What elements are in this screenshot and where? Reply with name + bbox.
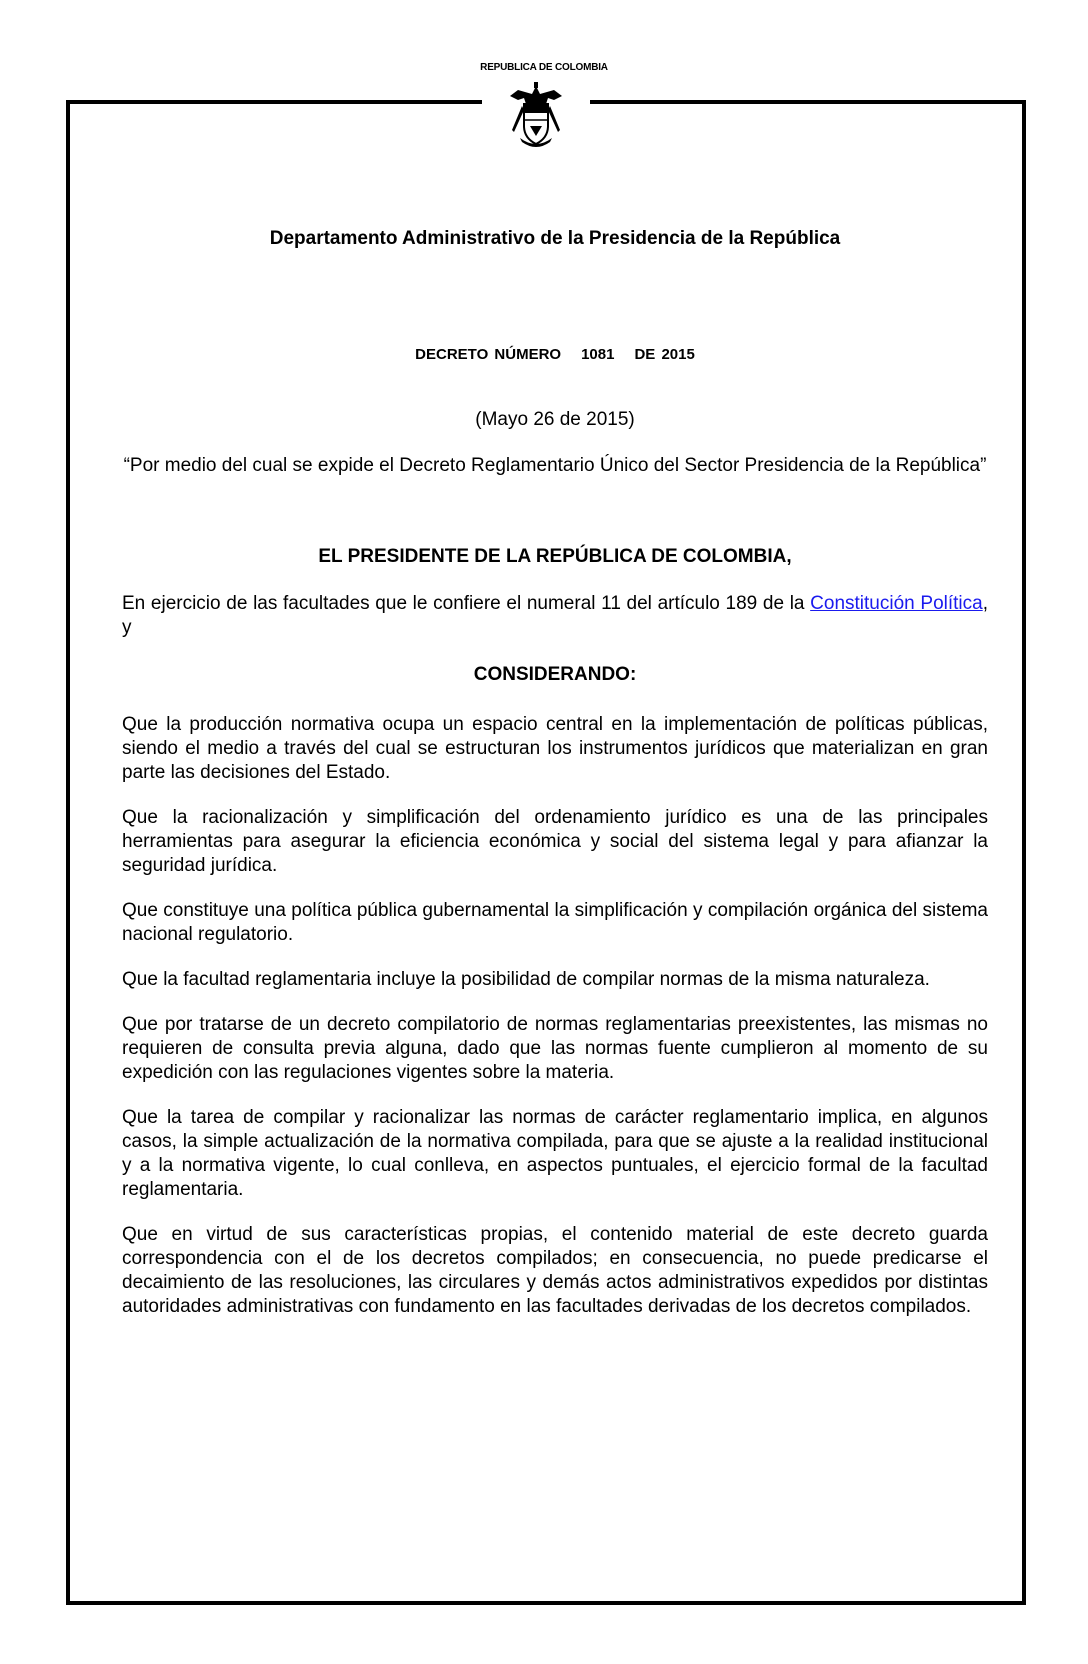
consideration-paragraph: Que la tarea de compilar y racionalizar las normas de carácter reglamentario implica, en algunos casos, la simple actualización de la normativa compilada, para que se ajuste a la realidad institucional y a la normativa vigente, lo cual conlleva, en aspectos puntuales, el ejercicio formal de la facultad reglamentaria. — [122, 1107, 988, 1200]
intro-text-end: , y — [122, 593, 988, 638]
decree-number-value: 1081 — [581, 346, 615, 363]
decree-subject: “Por medio del cual se expide el Decreto Reglamentario Único del Sector Presidencia de la República” — [123, 455, 987, 476]
consideration-paragraph: Que en virtud de sus características propias, el contenido material de este decreto guarda correspondencia con el de los decretos compilados; en consecuencia, no puede predicarse el decaimiento de las resoluciones, las circulares y demás actos administrativos expedidos por distintas autoridades administrativas con fundamento en las facultades derivadas de los decretos compilados. — [122, 1224, 988, 1317]
considering-heading: CONSIDERANDO: — [473, 664, 637, 685]
considerations-list — [122, 713, 988, 1340]
republic-label: REPUBLICA DE COLOMBIA — [480, 62, 608, 73]
consideration-paragraph: Que la facultad reglamentaria incluye la posibilidad de compilar normas de la misma naturaleza. — [122, 969, 930, 990]
department-title: Departamento Administrativo de la Presidencia de la República — [269, 228, 841, 249]
consideration-paragraph: Que por tratarse de un decreto compilatorio de normas reglamentarias preexistentes, las mismas no requieren de consulta previa alguna, dado que las normas fuente cumplieron al momento de su expedición con las regulaciones vigentes sobre la materia. — [122, 1014, 988, 1083]
coat-of-arms-icon — [496, 80, 576, 152]
decree-year: DE 2015 — [634, 346, 695, 363]
consideration-paragraph: Que la producción normativa ocupa un espacio central en la implementación de políticas públicas, siendo el medio a través del cual se estructuran los instrumentos jurídicos que materializan en gran parte las decisiones del Estado. — [122, 714, 988, 783]
constitution-link[interactable]: Constitución Política — [810, 593, 983, 614]
decree-label: DECRETO NÚMERO — [415, 346, 562, 363]
decree-date: (Mayo 26 de 2015) — [475, 409, 635, 430]
intro-text: En ejercicio de las facultades que le confiere el numeral 11 del artículo 189 de la — [122, 593, 811, 614]
president-heading: EL PRESIDENTE DE LA REPÚBLICA DE COLOMBIA, — [318, 546, 792, 567]
consideration-paragraph: Que la racionalización y simplificación del ordenamiento jurídico es una de las principales herramientas para asegurar la eficiencia económica y social del sistema legal y para afianzar la seguridad jurídica. — [122, 807, 988, 876]
intro-paragraph — [122, 592, 988, 640]
consideration-paragraph: Que constituye una política pública gubernamental la simplificación y compilación orgánica del sistema nacional regulatorio. — [122, 900, 988, 945]
decree-number — [122, 346, 988, 363]
